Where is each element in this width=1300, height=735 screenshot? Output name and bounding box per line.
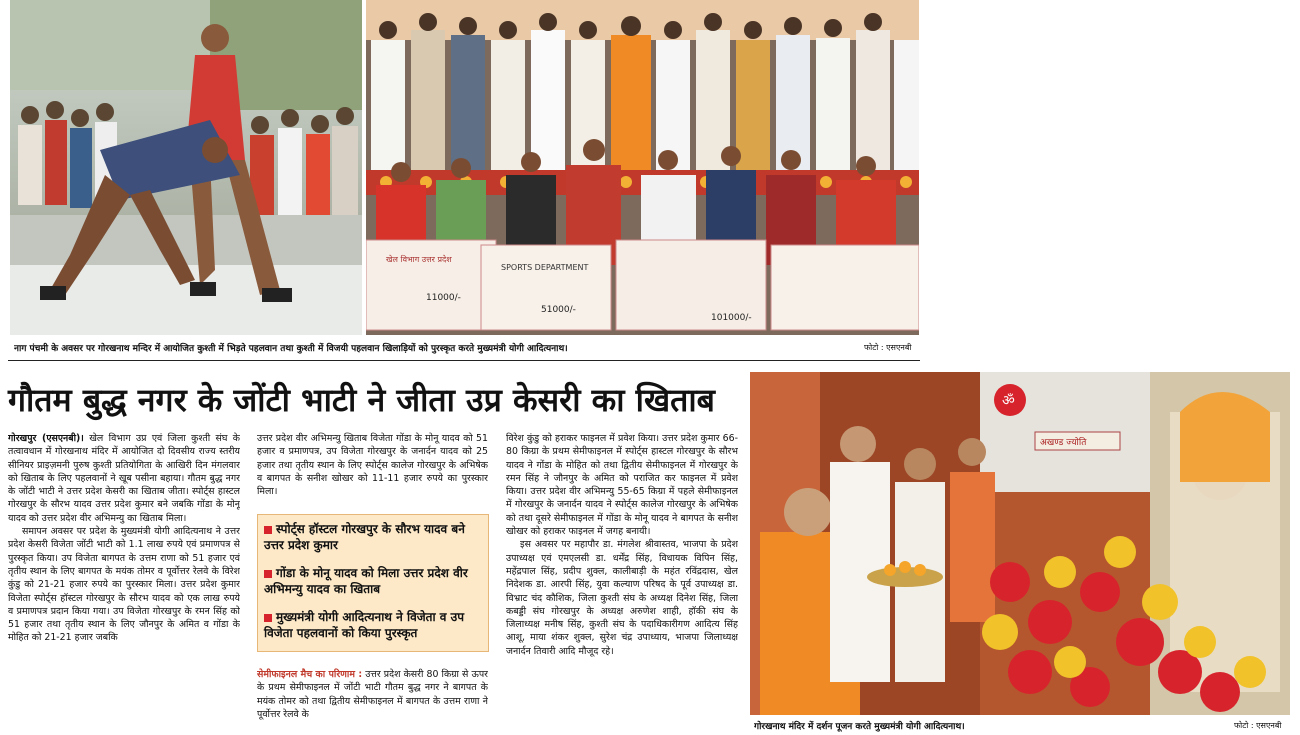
top-photo-credit: फोटो : एसएनबी	[864, 343, 912, 352]
highlight-item	[264, 521, 484, 553]
headline: गौतम बुद्ध नगर के जोंटी भाटी ने जीता उप्र केसरी का खिताब	[8, 381, 715, 419]
cheque-dept-english: SPORTS DEPARTMENT	[501, 263, 589, 272]
column2-para1: उत्तर प्रदेश वीर अभिमन्यु खिताब विजेता गोंडा के मोनू यादव को 51 हजार व प्रमाणपत्र, उप विजेता गोरखपुर के जनार्दन यादव को 25 हजार तथा तृतीय स्थान के लिए स्पोर्ट्स कालेज गोरखपुर के अभिषेक व बागपत के सनीश खोखर को 11-11 हजार रुपये का पुरस्कार मिला।	[257, 433, 488, 498]
highlight-text: गोंडा के मोनू यादव को मिला उत्तर प्रदेश वीर अभिमन्यु यादव का खिताब	[264, 566, 468, 596]
column1-para1	[8, 432, 240, 525]
article-column-2-bottom	[257, 668, 488, 734]
cheque-amount-3: 101000/-	[711, 313, 752, 323]
column1-para2: समापन अवसर पर प्रदेश के मुख्यमंत्री योगी आदित्यनाथ ने उत्तर प्रदेश केसरी विजेता जोंटी भाटी को 1.1 लाख रुपये एवं प्रमाणपत्र से पुरस्कृत किया। उप विजेता बागपत के उत्तम राणा को 51 हजार एवं तृतीय स्थान के लिए बागपत के मयंक तोमर व पूर्वोत्तर रेलवे के विरेश कुंडु को 21-21 हजार रुपये का पुरस्कार मिला। उत्तर प्रदेश कुमार विजेता स्पोर्ट्स हॉस्टल गोरखपुर के सौरभ यादव को एक लाख रुपये व प्रमाणपत्र प्रदान किया गया। उप विजेता गोरखपुर के रमन सिंह को 51 हजार तथा तृतीय स्थान के लिए जौनपुर के अमित व गोंडा के मोहित को 21-21 हजार जबकि	[8, 526, 240, 644]
column2-para2-text: उत्तर प्रदेश केसरी 80 किग्रा से ऊपर के प्रथम सेमीफाइनल में जोंटी भाटी गौतम बुद्ध नगर ने बागपत के मयंक तोमर को तथा द्वितीय सेमीफाइनल में बागपत के उत्तम राणा ने पूर्वोत्तर रेलवे के	[257, 669, 488, 720]
column1-para1-text: खेल विभाग उप्र एवं जिला कुश्ती संघ के तत्वावधान में गोरखनाथ मंदिर में आयोजित दो दिवसीय राज्य स्तरीय सीनियर प्राइज़मनी पुरुष कुश्ती प्रतियोगिता के आखिरी दिन मंगलवार को खिताब के लिए पहलवानों ने खूब पसीना बहाया। गौतम बुद्ध नगर के जोंटी भाटी ने उत्तर प्रदेश केसरी का खिताब जीता। स्पोर्ट्स हास्टल गोरखपुर के सौरभ यादव उत्तर प्रदेश कुमार बने जबकि गोंडा के मोनू यादव को उत्तर प्रदेश वीर अभिमन्यु का खिताब मिला।	[8, 433, 240, 524]
award-ceremony-photo	[366, 0, 919, 335]
wall-sign: अखण्ड ज्योति	[1040, 438, 1087, 448]
cheque-amount-2: 51000/-	[541, 305, 576, 315]
column3-para2: इस अवसर पर महापौर डा. मंगलेश श्रीवास्तव, भाजपा के प्रदेश उपाध्यक्ष एवं एमएलसी डा. धर्मेंद्र सिंह, विधायक विपिन सिंह, महेंद्रपाल सिंह, प्रदीप शुक्ल, कालीबाड़ी के महंत रविंद्रदास, खेल निदेशक डा. आरपी सिंह, युवा कल्याण परिषद के पूर्व उपाध्यक्ष डा. विभ्राट चंद कौशिक, जिला कुश्ती संघ के अध्यक्ष दिनेश सिंह, जिला कबड्डी संघ गोरखपुर के अध्यक्ष अरुणेश शाही, हॉकी संघ के जिलाध्यक्ष मनीष सिंह, कुश्ती संघ के पदाधिकारीगण आदित्य सिंह आशू, माया शंकर शुक्ल, सुरेश चंद्र उपाध्याय, भाजपा जिलाध्यक्ष जनार्दन तिवारी आदि मौजूद रहे।	[506, 539, 738, 657]
right-photo-caption: गोरखनाथ मंदिर में दर्शन पूजन करते मुख्यमंत्री योगी आदित्यनाथ।	[754, 722, 965, 732]
bullet-square-icon	[264, 526, 272, 534]
om-symbol: ॐ	[1002, 393, 1015, 409]
article-column-2	[257, 432, 488, 512]
highlight-text: स्पोर्ट्स हॉस्टल गोरखपुर के सौरभ यादव बने उत्तर प्रदेश कुमार	[264, 522, 465, 552]
right-photo-credit: फोटो : एसएनबी	[1234, 721, 1282, 730]
prize-cheques	[366, 240, 919, 330]
wrestling-match-photo	[10, 0, 362, 335]
top-photo-caption: नाग पंचमी के अवसर पर गोरखनाथ मन्दिर में आयोजित कुश्ती में भिड़ते पहलवान तथा कुश्ती में विजयी पहलवान खिलाड़ियों को पुरस्कृत करते मुख्यमंत्री योगी आदित्यनाथ।	[14, 344, 568, 354]
highlights-box	[257, 514, 489, 652]
cheque-amount-1: 11000/-	[426, 293, 461, 303]
article-column-1	[8, 432, 240, 732]
highlight-item	[264, 565, 484, 597]
column2-para2	[257, 668, 488, 721]
highlight-text: मुख्यमंत्री योगी आदित्यनाथ ने विजेता व उप विजेता पहलवानों को किया पुरस्कृत	[264, 610, 465, 640]
temple-worship-photo	[750, 372, 1290, 715]
wrestling-match-illustration	[10, 0, 362, 335]
column3-para1: विरेश कुंडु को हराकर फाइनल में प्रवेश किया। उत्तर प्रदेश कुमार 66-80 किग्रा के प्रथम सेमीफाइनल में स्पोर्ट्स हास्टल गोरखपुर के सौरभ यादव ने गोंडा के मोहित को तथा द्वितीय सेमीफाइनल में गोरखपुर के रमन सिंह ने जौनपुर के अमित को पराजित कर फाइनल में प्रवेश किया। उत्तर प्रदेश वीर अभिमन्यु 55-65 किग्रा में पहले सेमीफाइनल में गोरखपुर के जनार्दन यादव ने स्पोर्ट्स कालेज गोरखपुर के अभिषेक को तथा दूसरे सेमीफाइनल में गोंडा के मोनू यादव ने बागपत के सनीश खोखर को हराकर फाइनल में जगह बनायी।	[506, 433, 738, 538]
cheque-dept-hindi: खेल विभाग उत्तर प्रदेश	[386, 255, 452, 264]
bullet-square-icon	[264, 614, 272, 622]
divider-line	[8, 360, 920, 361]
dateline: गोरखपुर (एसएनबी)।	[8, 433, 84, 444]
temple-worship-illustration	[750, 372, 1290, 715]
article-column-3	[506, 432, 738, 732]
highlight-item	[264, 609, 484, 641]
bullet-square-icon	[264, 570, 272, 578]
award-ceremony-illustration	[366, 0, 919, 335]
semifinal-subheading: सेमीफाइनल मैच का परिणाम :	[257, 669, 363, 680]
